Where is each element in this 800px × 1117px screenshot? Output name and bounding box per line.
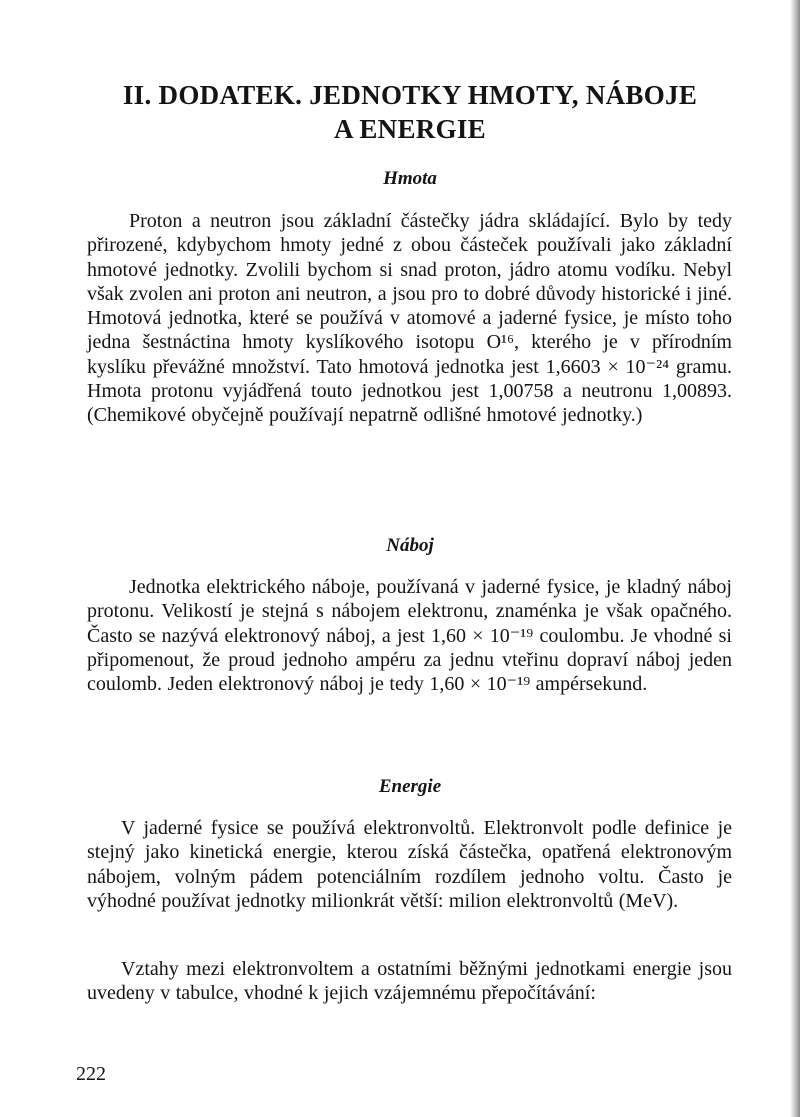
section-heading-energie: Energie	[378, 776, 442, 797]
paragraph-energie-2: Vztahy mezi elektronvoltem a ostatními běžnými jednotkami energie jsou uvedeny v tabulce, vhodné k jejich vzájemnému přepočítávání:	[87, 958, 732, 1005]
page-binding-edge	[790, 0, 800, 1117]
appendix-title-line-2: A ENERGIE	[334, 114, 486, 144]
section-heading-naboj: Náboj	[386, 535, 434, 556]
section-heading-hmota: Hmota	[383, 168, 437, 189]
paragraph-energie-1: V jaderné fysice se používá elektronvoltů. Elektronvolt podle definice je stejný jako kinetická energie, kterou získá částečka, opatřená elektronovým nábojem, volným pádem potenciálním rozdílem jednoho voltu. Často je výhodné používat jednotky milionkrát větší: milion elektronvoltů (MeV).	[87, 817, 732, 912]
paragraph-hmota: Proton a neutron jsou základní částečky jádra skládající. Bylo by tedy přirozené, kdybychom hmoty jedné z obou částeček používali jako základní hmotové jednotky. Zvolili bychom si snad proton, jádro atomu vodíku. Nebyl však zvolen ani proton ani neutron, a jsou pro to dobré důvody historické i jiné. Hmotová jednotka, které se používá v atomové a jaderné fysice, je místo toho jedna šestnáctina hmoty kyslíkového isotopu O¹⁶, kterého je v přírodním kyslíku převážné množství. Tato hmotová jednotka jest 1,6603 × 10⁻²⁴ gramu. Hmota protonu vyjádřená touto jednotkou jest 1,00758 a neutronu 1,00893. (Chemikové obyčejně používají nepatrně odlišné hmotové jednotky.)	[87, 210, 732, 427]
page-number: 222	[76, 1063, 106, 1085]
appendix-title-line-1: II. DODATEK. JEDNOTKY HMOTY, NÁBOJE	[122, 80, 698, 110]
paragraph-naboj: Jednotka elektrického náboje, používaná v jaderné fysice, je kladný náboj protonu. Velikostí je stejná s nábojem elektronu, znaménka je však opačného. Často se nazývá elektronový náboj, a jest 1,60 × 10⁻¹⁹ coulombu. Je vhodné si připomenout, že proud jednoho ampéru za jednu vteřinu dopraví náboj jeden coulomb. Jeden elektronový náboj je tedy 1,60 × 10⁻¹⁹ ampérsekund.	[87, 576, 732, 696]
